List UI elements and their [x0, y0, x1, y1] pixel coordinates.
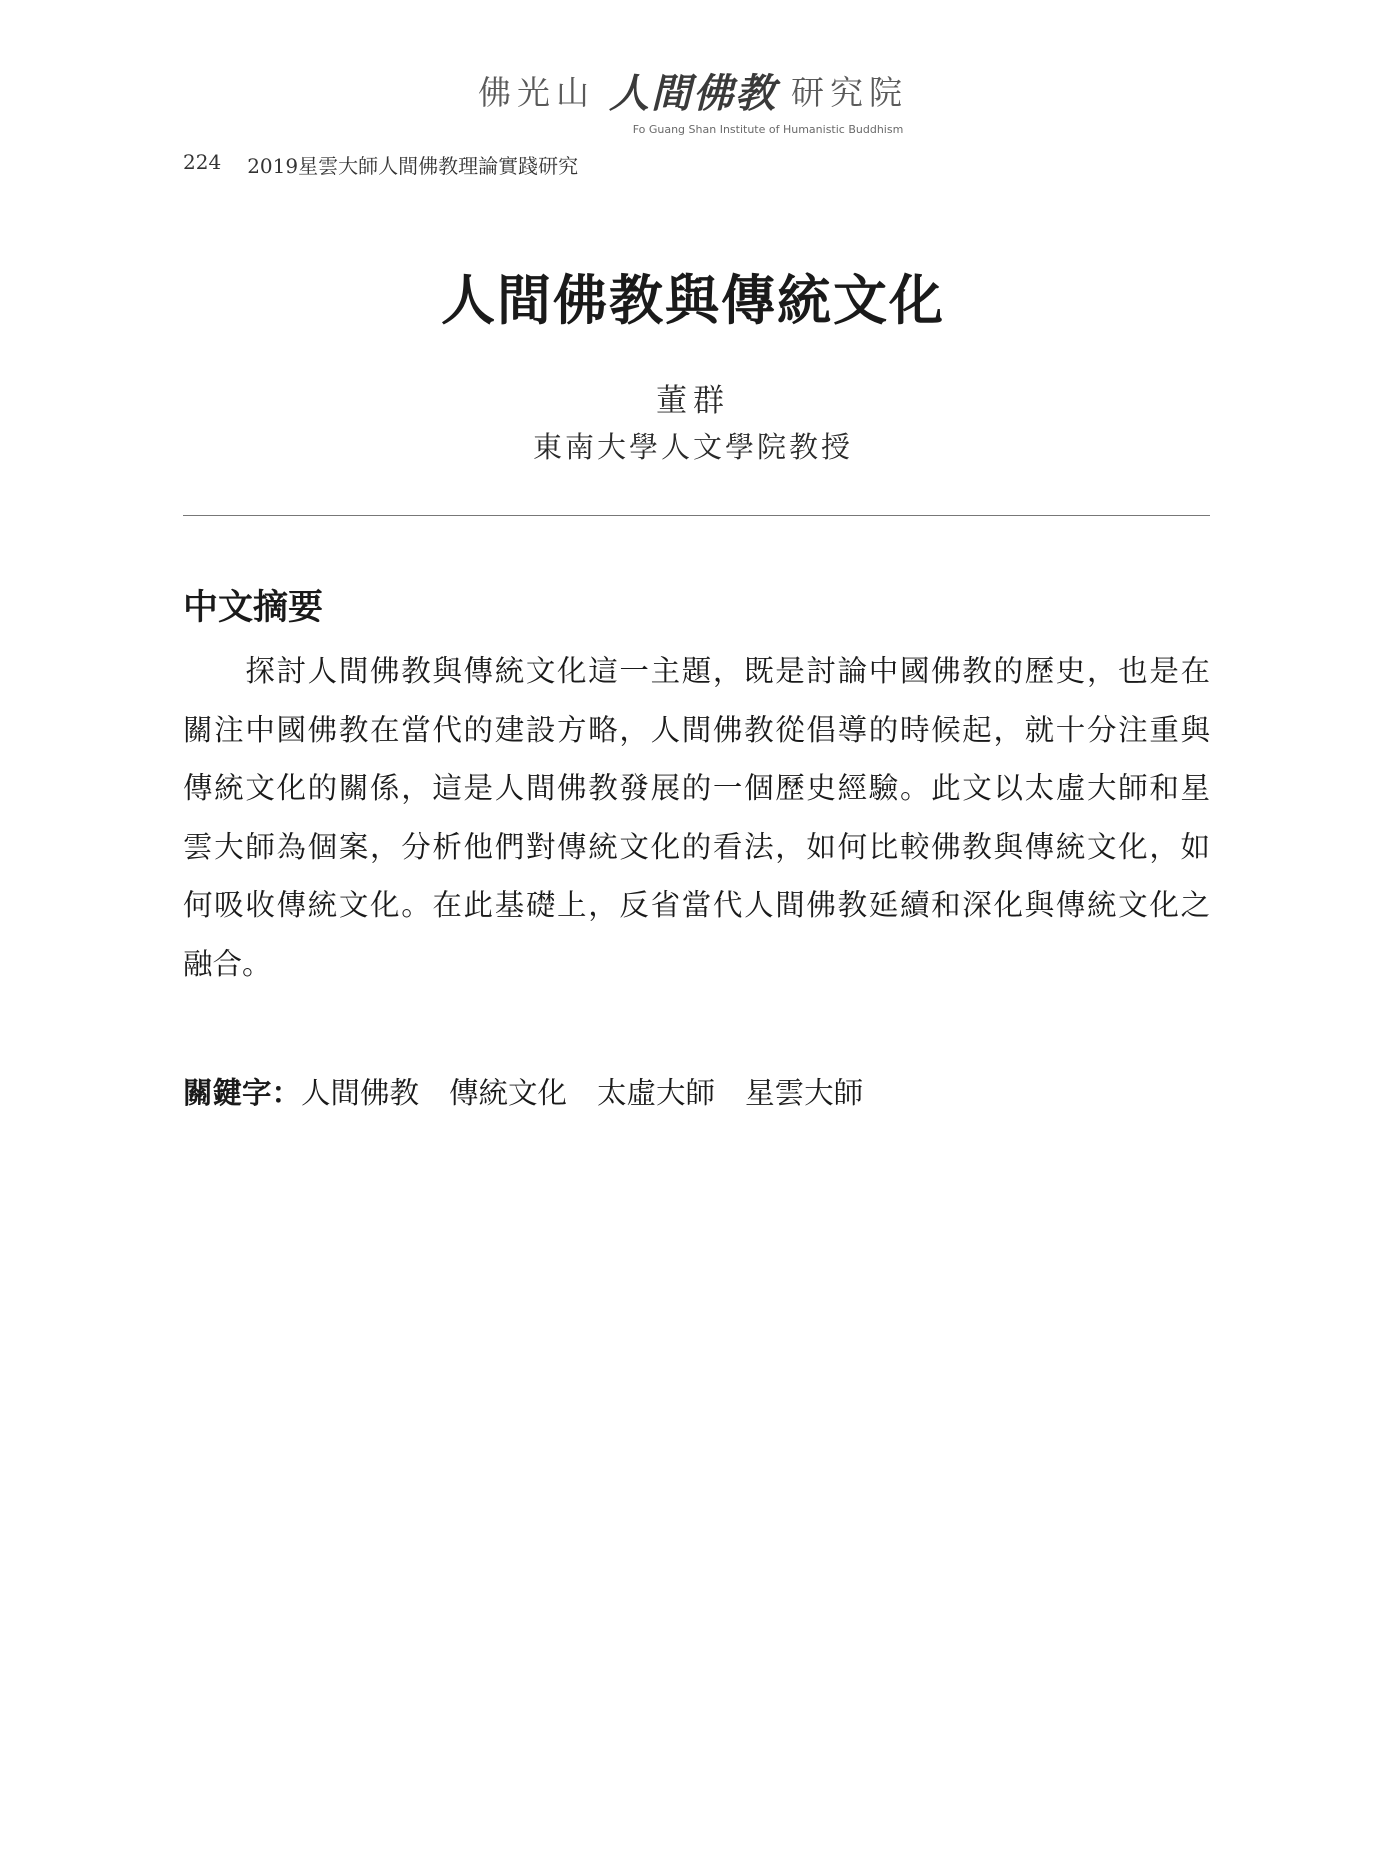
keywords: [183, 1070, 893, 1112]
keyword-item: 人間佛教: [301, 1076, 420, 1110]
author-name: 董群: [656, 383, 730, 419]
abstract-line: 雲大師為個案，分析他們對傳統文化的看法，如何比較佛教與傳統文化，如: [183, 829, 1210, 864]
logo-script-text: 人間佛教: [609, 70, 777, 117]
keyword-item: 太虛大師: [597, 1076, 716, 1110]
keywords-label: 關鍵字：: [183, 1075, 302, 1110]
author-affiliation: 東南大學人文學院教授: [532, 430, 853, 464]
abstract-line: 傳統文化的關係，這是人間佛教發展的一個歷史經驗。此文以太虛大師和星: [183, 771, 1210, 805]
logo-right-text: 研究院: [791, 73, 908, 112]
logo-left-text: 佛光山: [478, 73, 595, 112]
keyword-item: 傳統文化: [449, 1076, 568, 1110]
running-header: [183, 150, 578, 179]
abstract-heading: 中文摘要: [183, 587, 324, 628]
article-title: 人間佛教與傳統文化: [441, 268, 945, 332]
abstract-line: 探討人間佛教與傳統文化這一主題，既是討論中國佛教的歷史，也是在: [183, 654, 1210, 688]
logo-row: [478, 62, 908, 119]
abstract-body: [183, 642, 1210, 993]
abstract-line: 關注中國佛教在當代的建設方略，人間佛教從倡導的時候起，就十分注重與: [183, 712, 1210, 747]
divider: [183, 515, 1210, 516]
logo-subtitle: Fo Guang Shan Institute of Humanistic Buddhism: [632, 123, 904, 136]
page-number: 224: [183, 150, 222, 174]
book-title: 2019星雲大師人間佛教理論實踐研究: [247, 154, 579, 178]
abstract-line: 融合。: [183, 946, 272, 981]
keyword-item: 星雲大師: [745, 1076, 864, 1110]
institute-logo: [0, 62, 1386, 136]
abstract-line: 何吸收傳統文化。在此基礎上，反省當代人間佛教延續和深化與傳統文化之: [183, 888, 1210, 922]
